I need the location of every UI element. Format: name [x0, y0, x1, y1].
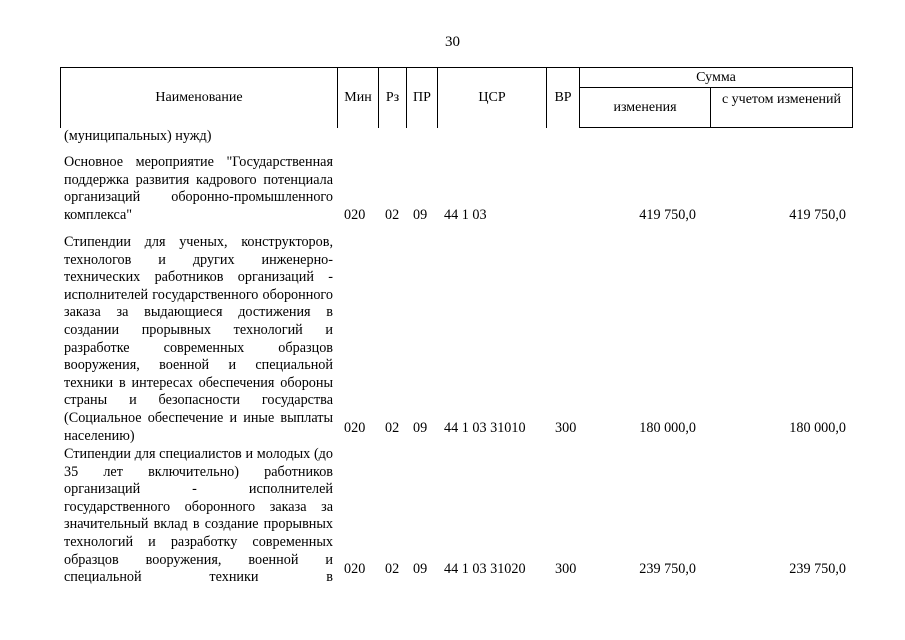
header-pr: ПР	[413, 90, 431, 105]
row-rz: 02	[385, 561, 400, 577]
row-csr: 44 1 03 31010	[444, 420, 526, 436]
header-sum: Сумма	[696, 70, 736, 85]
header-with-change: с учетом изменений	[721, 92, 842, 107]
row-min: 020	[344, 207, 366, 223]
row-name: Стипендии для специалистов и молодых (до 35 лет включительно) работников организаций - исполнителей государственного оборонного заказа за значительный вклад в создание прорывных технологий и разработку современных образцов вооружения, военной и специальной техники в	[64, 446, 333, 586]
page-number: 30	[445, 34, 460, 50]
row-name: Стипендии для ученых, конструкторов, технологов и других инженерно-технических работников организаций - исполнителей государственного оборонного заказа за выдающиеся достижения в создании прорывных технологий и разработке современных образцов вооружения, военной и специальной техники в интересах обеспечения обороны страны и безопасности государства (Социальное обеспечение и иные выплаты населению)	[64, 234, 333, 444]
row-pr: 09	[413, 561, 428, 577]
row-min: 020	[344, 561, 366, 577]
row-vr: 300	[555, 420, 577, 436]
row-vr: 300	[555, 561, 577, 577]
row-with-change: 180 000,0	[789, 420, 846, 436]
row-with-change: 239 750,0	[789, 561, 846, 577]
header-name: Наименование	[155, 90, 243, 105]
header-rz: Рз	[385, 90, 400, 105]
header-change: изменения	[613, 100, 677, 115]
row-rz: 02	[385, 420, 400, 436]
continuation-text: (муниципальных) нужд)	[64, 128, 212, 144]
row-csr: 44 1 03 31020	[444, 561, 526, 577]
header-csr: ЦСР	[478, 90, 506, 105]
row-pr: 09	[413, 207, 428, 223]
row-name: Основное мероприятие "Государственная поддержка развития кадрового потенциала организаций оборонно-промышленного комплекса"	[64, 154, 333, 223]
row-pr: 09	[413, 420, 428, 436]
header-vr: ВР	[554, 90, 572, 105]
row-min: 020	[344, 420, 366, 436]
row-rz: 02	[385, 207, 400, 223]
row-with-change: 419 750,0	[789, 207, 846, 223]
header-min: Мин	[344, 90, 372, 105]
row-csr: 44 1 03	[444, 207, 487, 223]
row-change: 239 750,0	[639, 561, 696, 577]
row-change: 419 750,0	[639, 207, 696, 223]
row-change: 180 000,0	[639, 420, 696, 436]
